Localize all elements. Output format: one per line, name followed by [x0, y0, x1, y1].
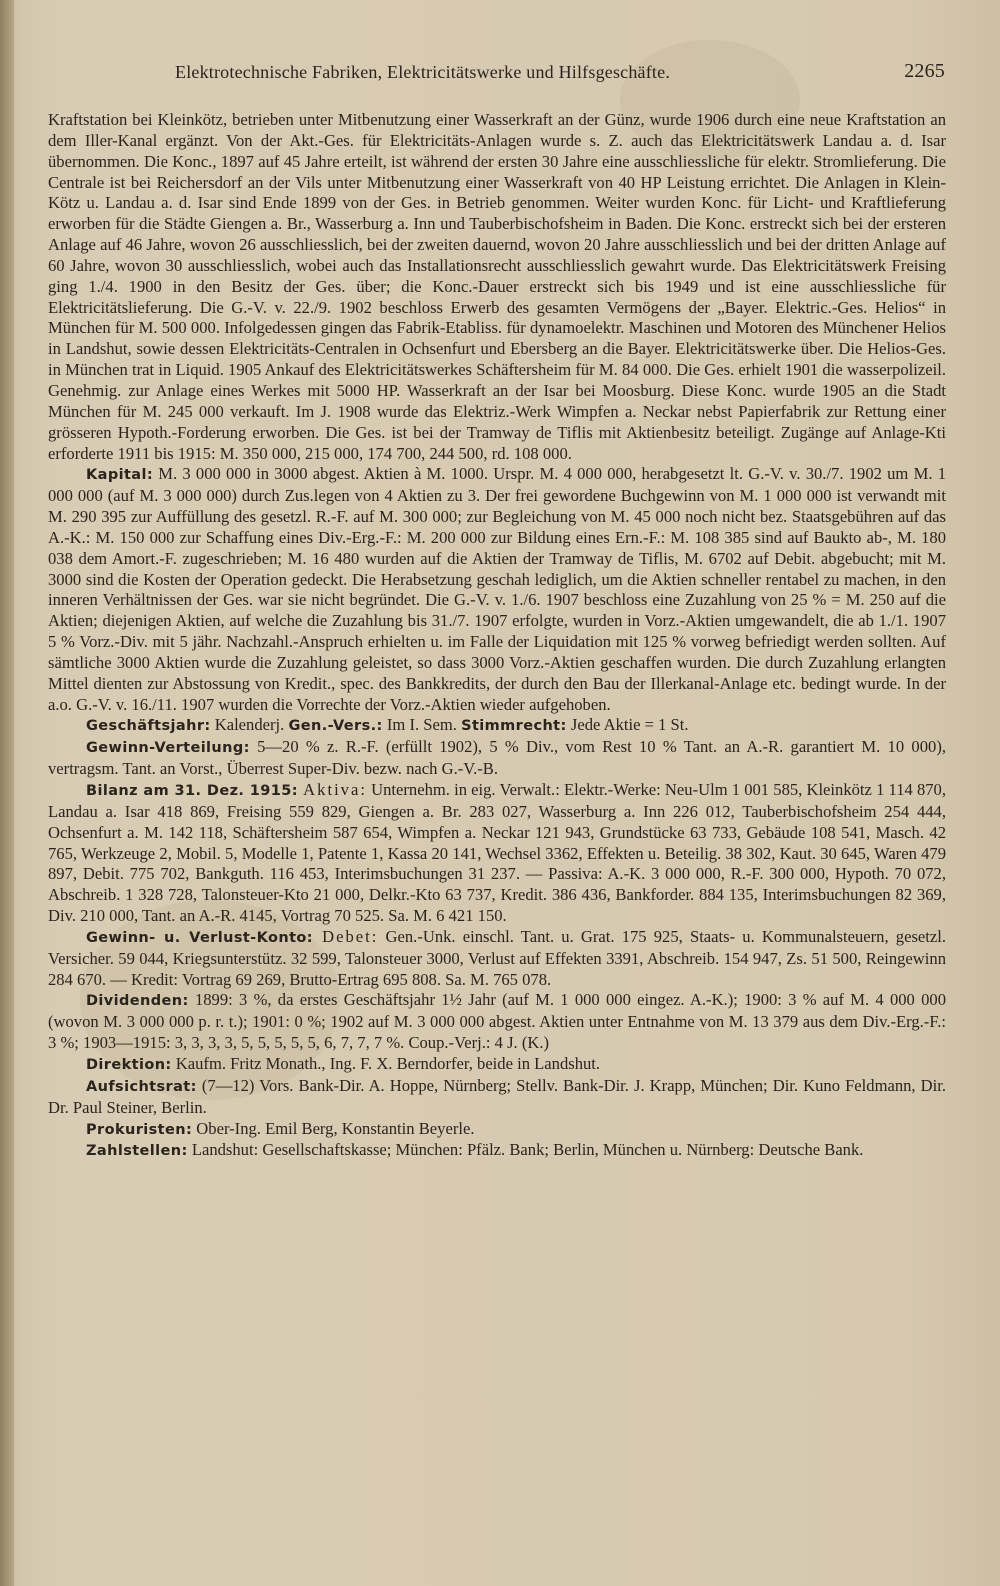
paragraph-text: Ober-Ing. Emil Berg, Konstantin Beyerle.	[192, 1118, 475, 1138]
paragraph-bilanz	[48, 780, 946, 927]
section-label: Gewinn-Verteilung:	[86, 740, 250, 757]
section-label: Stimmrecht:	[461, 718, 567, 735]
section-label: Gen.-Vers.:	[288, 718, 383, 735]
book-spine-shadow	[0, 0, 14, 1586]
paragraph-geschaeftsjahr	[48, 715, 946, 737]
spaced-label: Debet:	[312, 926, 379, 946]
paragraph-text: Unternehm. in eig. Verwalt.: Elektr.-Werke: Neu-Ulm 1 001 585, Kleinkötz 1 114 870, Landau a. Isar 418 869, Freising 559 829, Giengen a. Br. 283 027, Wasserburg a. Inn 226 012, Tauberbischofsheim 254 444, Ochsenfurt a. M. 142 118, Schäftersheim 587 654, Wimpfen a. Neckar 121 943, Grundstücke 63 733, Gebäude 108 541, Masch. 42 765, Werkzeuge 2, Mobil. 5, Modelle 1, Patente 1, Kassa 20 141, Wechsel 3362, Effekten u. Beteilig. 38 302, Kaut. 30 645, Waren 479 897, Debit. 775 702, Bankguth. 116 453, Interimsbuchungen 31 237. — Passiva: A.-K. 3 000 000, R.-F. 300 000, Hypoth. 70 072, Abschreib. 1 328 728, Talonsteuer-Kto 21 000, Delkr.-Kto 63 737, Kredit. 386 436, Bankforder. 884 135, Interimsbuchungen 82 369, Div. 210 000, Tant. an A.-R. 4145, Vortrag 70 525. Sa. M. 6 421 150.	[48, 780, 946, 926]
section-label: Prokuristen:	[86, 1121, 193, 1138]
paragraph-text: 5—20 % z. R.-F. (erfüllt 1902), 5 % Div., vom Rest 10 % Tant. an A.-R. garantiert M. 10 000), vertragsm. Tant. an Vorst., Überrest Super-Div. bezw. nach G.-V.-B.	[48, 737, 946, 779]
section-label: Geschäftsjahr:	[86, 718, 211, 735]
paragraph-text: Kraftstation bei Kleinkötz, betrieben unter Mitbenutzung einer Wasserkraft an der Günz, wurde 1906 durch eine neue Kraftstation an dem Iller-Kanal ergänzt. Von der Akt.-Ges. für Elektricitäts-Anlagen wurde s. Z. auch das Elektricitätswerk Landau a. d. Isar übernommen. Die Konc., 1897 auf 45 Jahre erteilt, ist während der ersten 30 Jahre eine ausschliessliche für elektr. Stromlieferung. Die Centrale ist bei Reichersdorf an der Vils unter Mitbenutzung einer Wasserkraft von 40 HP Leistung errichtet. Die Anlagen in Klein-Kötz u. Landau a. d. Isar sind Ende 1899 von der Ges. in Betrieb genommen. Weiter wurden Konc. für Licht- und Kraftlieferung erworben für die Städte Giengen a. Br., Wasserburg a. Inn und Tauberbischofsheim in Baden. Die Konc. erstreckt sich bei der ersteren Anlage auf 46 Jahre, wovon 26 ausschliesslich, bei der zweiten dauernd, wovon 20 Jahre ausschliesslich und bei der dritten Anlage auf 60 Jahre, wovon 30 ausschliesslich, wobei auch das Installationsrecht ausschliesslich gewahrt wurde. Das Elektricitätswerk Freising ging 1./4. 1900 in den Besitz der Ges. über; die Konc.-Dauer erstreckt sich bis 1949 und ist eine ausschliessliche für Elektricitätslieferung. Die G.-V. v. 22./9. 1902 beschloss Erwerb des gesamten Vermögens der „Bayer. Elektric.-Ges. Helios“ in München für M. 500 000. Infolgedessen gingen das Fabrik-Etabliss. für dynamoelektr. Maschinen und Motoren des Münchener Helios in Landshut, sowie dessen Elektricitäts-Centralen in Ochsenfurt und Ebersberg an die Bayer. Elektricitätswerke über. Die Helios-Ges. in München trat in Liquid. 1905 Ankauf des Elektricitätswerkes Schäftersheim für M. 84 000. Die Ges. erhielt 1901 die wasserpolizeil. Genehmig. zur Anlage eines Werkes mit 5000 HP. Wasserkraft an der Isar bei Moosburg. Diese Konc. wurde 1905 an die Stadt München für M. 245 000 verkauft. Im J. 1908 wurde das Elektriz.-Werk Wimpfen a. Neckar nebst Papierfabrik zur Rettung einer grösseren Hypoth.-Forderung erworben. Die Ges. ist bei der Tramway de Tiflis mit Aktienbesitz beteiligt. Zugänge auf Anlage-Kti erforderte 1911 bis 1915: M. 350 000, 215 000, 174 700, 244 500, rd. 108 000.	[48, 110, 946, 463]
paragraph-aufsichtsrat	[48, 1076, 946, 1119]
section-label: Aufsichtsrat:	[86, 1078, 197, 1095]
paragraph-text: Kaufm. Fritz Monath., Ing. F. X. Berndorfer, beide in Landshut.	[171, 1053, 601, 1073]
paragraph-text: 1899: 3 %, da erstes Geschäftsjahr 1½ Jahr (auf M. 1 000 000 eingez. A.-K.); 1900: 3 % auf M. 4 000 000 (wovon M. 3 000 000 p. r. t.); 1901: 0 %; 1902 auf M. 3 000 000 abgest. Aktien unter Entnahme von M. 13 379 aus dem Div.-Erg.-F.: 3 %; 1903—1915: 3, 3, 3, 3, 5, 5, 5, 5, 5, 6, 7, 7, 7 %. Coup.-Verj.: 4 J. (K.)	[48, 990, 946, 1053]
header-title: Elektrotechnische Fabriken, Elektricitätswerke und Hilfsgeschäfte.	[175, 62, 671, 82]
section-label: Direktion:	[86, 1056, 172, 1073]
section-label: Gewinn- u. Verlust-Konto:	[86, 929, 313, 946]
paragraph-text: Im I. Sem.	[382, 715, 462, 735]
paragraph-text: Landshut: Gesellschaftskasse; München: Pfälz. Bank; Berlin, München u. Nürnberg: Deutsche Bank.	[187, 1140, 864, 1160]
paragraph-text: Gen.-Unk. einschl. Tant. u. Grat. 175 925, Staats- u. Kommunalsteuern, gesetzl. Versicher. 59 044, Kriegsunterstütz. 32 599, Talonsteuer 3000, Verlust auf Effekten 3391, Abschreib. 154 947, Zs. 51 500, Reingewinn 284 670. — Kredit: Vortrag 69 269, Brutto-Ertrag 695 808. Sa. M. 765 078.	[48, 926, 947, 989]
paragraph-text: Kalenderj.	[210, 715, 289, 735]
paragraph-gewinn-verteilung	[48, 737, 946, 780]
section-label: Dividenden:	[86, 993, 189, 1010]
paragraph-text: Jede Aktie = 1 St.	[566, 715, 689, 735]
paragraph-prokuristen	[48, 1119, 946, 1141]
section-label: Kapital:	[86, 467, 154, 484]
page-body	[48, 110, 946, 1162]
page-number: 2265	[904, 60, 945, 82]
spaced-label: Aktiva:	[297, 780, 367, 799]
paragraph-kapital	[48, 464, 946, 715]
paragraph-history	[48, 110, 946, 464]
section-label: Zahlstellen:	[86, 1143, 188, 1160]
paragraph-text: M. 3 000 000 in 3000 abgest. Aktien à M. 1000. Urspr. M. 4 000 000, herabgesetzt lt. G.-V. v. 30./7. 1902 um M. 1 000 000 (auf M. 3 000 000) durch Zus.legen von 4 Aktien zu 3. Der frei gewordene Buchgewinn von M. 1 000 000 ist verwandt mit M. 290 395 zur Auffüllung des gesetzl. R.-F. auf M. 300 000; zur Begleichung von M. 45 000 noch nicht bez. Staatsgebühren auf das A.-K.: M. 150 000 zur Schaffung eines Div.-Erg.-F.: M. 200 000 zur Bildung eines Ern.-F.: M. 108 385 sind auf Baukto ab-, M. 180 038 dem Amort.-F. zugeschrieben; M. 16 480 wurden auf die Aktien der Tramway de Tiflis, M. 6702 auf Debit. abgebucht; mit M. 3000 sind die Kosten der Operation gedeckt. Die Herabsetzung geschah lediglich, um die Aktien schneller rentabel zu machen, in den inneren Verhältnissen der Ges. war sie nicht begründet. Die G.-V. v. 1./6. 1907 beschloss eine Zuzahlung von 25 % = M. 250 auf die Aktien; diejenigen Aktien, auf welche die Zuzahlung bis 31./7. 1907 erfolgte, wurden in Vorz.-Aktien umgewandelt, die ab 1./1. 1907 5 % Vorz.-Div. mit 5 jähr. Nachzahl.-Anspruch erhielten u. im Falle der Liquidation mit 125 % vorweg befriedigt werden sollten. Auf sämtliche 3000 Aktien wurde die Zuzahlung geleistet, so dass 3000 Vorz.-Aktien geschaffen wurden. Die durch Zuzahlung erlangten Mittel dienten zur Abstossung von Kredit., spec. des Bankkredits, der durch den Bau der Illerkanal-Anlage etc. bedingt wurde. In der a.o. G.-V. v. 16./11. 1907 wurden die Vorrechte der Vorz.-Aktien wieder aufgehoben.	[48, 464, 946, 714]
section-label: Bilanz am 31. Dez. 1915:	[86, 783, 298, 799]
running-header	[175, 62, 965, 88]
paragraph-dividenden	[48, 990, 946, 1054]
paragraph-text: (7—12) Vors. Bank-Dir. A. Hoppe, Nürnberg; Stellv. Bank-Dir. J. Krapp, München; Dir. Kuno Feldmann, Dir. Dr. Paul Steiner, Berlin.	[48, 1075, 946, 1117]
paragraph-direktion	[48, 1054, 946, 1076]
paragraph-gewinn-verlust	[48, 927, 946, 991]
paragraph-zahlstellen	[48, 1140, 946, 1162]
